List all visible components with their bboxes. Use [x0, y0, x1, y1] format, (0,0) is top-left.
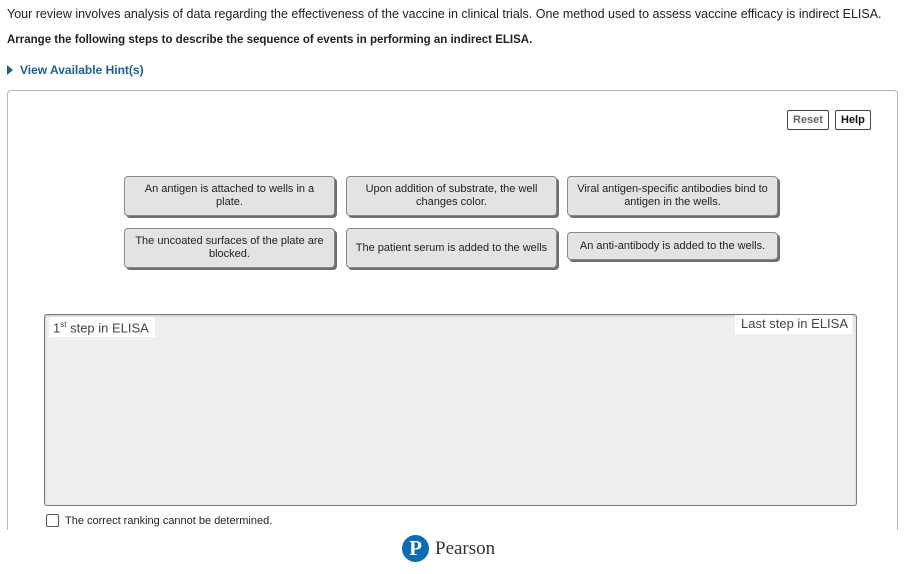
step-card[interactable]: An anti-antibody is added to the wells.	[567, 232, 778, 260]
step-card[interactable]: Viral antigen-specific antibodies bind to antigen in the wells.	[567, 176, 778, 216]
question-instruction: Arrange the following steps to describe the sequence of events in performing an indirect ELISA.	[7, 34, 533, 46]
view-hints-label: View Available Hint(s)	[20, 63, 144, 77]
cannot-determine-option[interactable]	[46, 514, 272, 527]
last-step-label: Last step in ELISA	[735, 315, 852, 334]
view-hints-link[interactable]	[7, 63, 144, 77]
ranking-dropzone[interactable]	[44, 314, 857, 506]
cannot-determine-label: The correct ranking cannot be determined.	[65, 514, 273, 527]
pearson-logo-text: Pearson	[435, 537, 496, 559]
step-card[interactable]: An antigen is attached to wells in a plate.	[124, 176, 335, 216]
ranking-panel	[7, 90, 898, 530]
pearson-logo-icon: P	[402, 535, 429, 562]
reset-button[interactable]: Reset	[787, 110, 829, 130]
first-step-label: 1st step in ELISA	[49, 317, 155, 337]
question-intro: Your review involves analysis of data regarding the effectiveness of the vaccine in clinical trials. One method used to assess vaccine efficacy is indirect ELISA.	[7, 7, 882, 21]
expand-triangle-icon	[7, 65, 13, 75]
pearson-logo	[402, 535, 495, 562]
step-card[interactable]: Upon addition of substrate, the well changes color.	[346, 176, 557, 216]
step-card[interactable]: The patient serum is added to the wells	[346, 228, 557, 268]
step-card[interactable]: The uncoated surfaces of the plate are blocked.	[124, 228, 335, 268]
cannot-determine-checkbox[interactable]	[46, 514, 59, 527]
help-button[interactable]: Help	[835, 110, 871, 130]
